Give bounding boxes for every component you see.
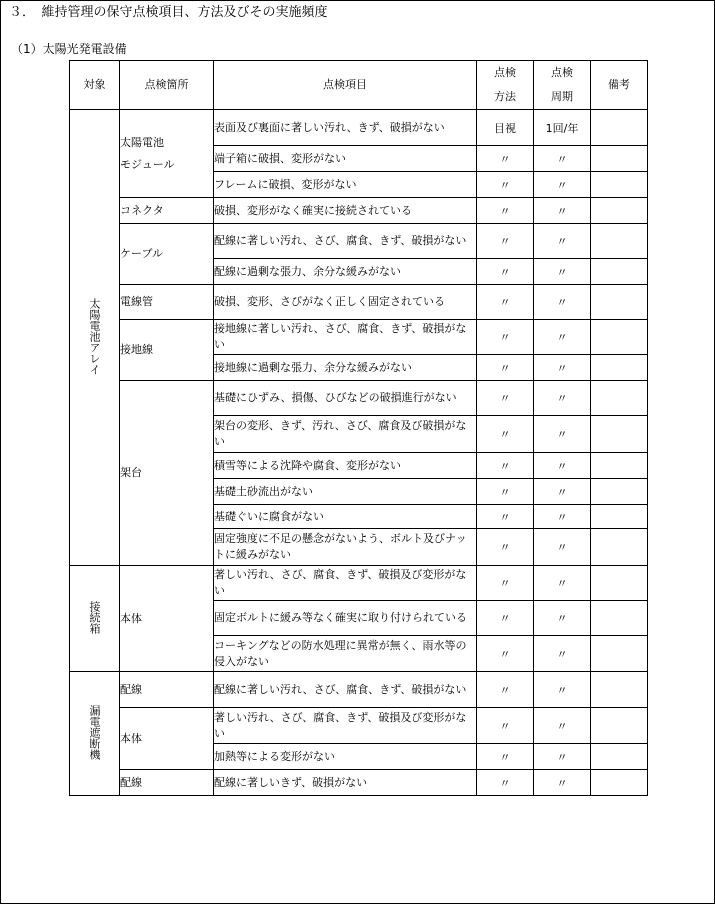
header-method-line2: 方法 [494,90,516,103]
remarks-cell [591,636,648,672]
item-cell: 固定ボルトに緩み等なく確実に取り付けられている [214,601,477,636]
method-cell: 〃 [477,601,534,636]
table-row [70,110,648,146]
cycle-cell: 〃 [534,146,591,172]
remarks-cell [591,198,648,224]
method-cell: 〃 [477,285,534,320]
cycle-cell: 〃 [534,708,591,744]
remarks-cell [591,320,648,355]
item-cell: 接地線に過剰な張力、余分な緩みがない [214,355,477,381]
item-cell: 固定強度に不足の懸念がないよう、ボルト及びナットに緩みがない [214,529,477,566]
method-cell: 〃 [477,259,534,285]
remarks-cell [591,744,648,770]
item-cell: 配線に過剰な張力、余分な緩みがない [214,259,477,285]
table-row [70,224,648,259]
remarks-cell [591,601,648,636]
method-cell: 〃 [477,708,534,744]
item-cell: 破損、変形がなく確実に接続されている [214,198,477,224]
remarks-cell [591,529,648,566]
item-cell: フレームに破損、変形がない [214,172,477,198]
inspection-table [69,60,648,796]
header-cycle [534,61,591,110]
cycle-cell: 〃 [534,381,591,416]
remarks-cell [591,110,648,146]
header-method [477,61,534,110]
method-cell: 〃 [477,146,534,172]
table-row [70,320,648,355]
cycle-cell: 〃 [534,601,591,636]
cycle-cell: 〃 [534,566,591,601]
method-cell: 〃 [477,744,534,770]
table-header-row [70,61,648,110]
header-location: 点検箇所 [120,61,214,110]
item-cell: 接地線に著しい汚れ、さび、腐食、きず、破損がない [214,320,477,355]
target-label: 太陽電池アレイ [88,297,101,375]
method-cell: 〃 [477,198,534,224]
location-lb-body: 本体 [120,708,214,770]
table-row [70,708,648,744]
section-heading: ３． 維持管理の保守点検項目、方法及びその実施頻度 [9,5,328,20]
item-cell: 積雪等による沈降や腐食、変形がない [214,453,477,479]
remarks-cell [591,566,648,601]
location-lb-wiring-2: 配線 [120,770,214,796]
location-lb-wiring: 配線 [120,672,214,708]
target-label: 接続箱 [88,600,101,634]
method-cell: 〃 [477,224,534,259]
method-cell: 〃 [477,566,534,601]
remarks-cell [591,146,648,172]
location-cable: ケーブル [120,224,214,285]
cycle-cell: 〃 [534,672,591,708]
header-method-line1: 点検 [494,66,516,79]
cycle-cell: 〃 [534,744,591,770]
item-cell: 架台の変形、きず、汚れ、さび、腐食及び破損がない [214,416,477,453]
method-cell: 〃 [477,505,534,529]
table-row [70,566,648,601]
table-row [70,198,648,224]
item-cell: 基礎土砂流出がない [214,479,477,505]
subsection-heading: （1）太陽光発電設備 [11,42,127,56]
method-cell: 〃 [477,416,534,453]
remarks-cell [591,172,648,198]
target-solar-array [70,110,120,566]
item-cell: コーキングなどの防水処理に異常が無く、雨水等の侵入がない [214,636,477,672]
cycle-cell: 〃 [534,416,591,453]
header-cycle-line2: 周期 [551,90,573,103]
cycle-cell: 〃 [534,636,591,672]
method-cell: 〃 [477,320,534,355]
item-cell: 配線に著しい汚れ、さび、腐食、きず、破損がない [214,672,477,708]
cycle-cell: 〃 [534,453,591,479]
item-cell: 加熱等による変形がない [214,744,477,770]
cycle-cell: 〃 [534,770,591,796]
remarks-cell [591,285,648,320]
remarks-cell [591,708,648,744]
header-cycle-line1: 点検 [551,66,573,79]
item-cell: 端子箱に破損、変形がない [214,146,477,172]
header-remarks: 備考 [591,61,648,110]
target-junction-box [70,566,120,672]
location-connector: コネクタ [120,198,214,224]
remarks-cell [591,479,648,505]
remarks-cell [591,416,648,453]
table-row [70,672,648,708]
method-cell: 〃 [477,453,534,479]
remarks-cell [591,224,648,259]
cycle-cell: 1回/年 [534,110,591,146]
cycle-cell: 〃 [534,198,591,224]
item-cell: 著しい汚れ、さび、腐食、きず、破損及び変形がない [214,708,477,744]
remarks-cell [591,355,648,381]
method-cell: 〃 [477,479,534,505]
remarks-cell [591,453,648,479]
method-cell: 〃 [477,672,534,708]
cycle-cell: 〃 [534,172,591,198]
location-label: モジュール [120,157,175,171]
cycle-cell: 〃 [534,529,591,566]
method-cell: 〃 [477,381,534,416]
method-cell: 〃 [477,529,534,566]
method-cell: 〃 [477,636,534,672]
item-cell: 基礎にひずみ、損傷、ひびなどの破損進行がない [214,381,477,416]
item-cell: 基礎ぐいに腐食がない [214,505,477,529]
remarks-cell [591,672,648,708]
remarks-cell [591,259,648,285]
remarks-cell [591,381,648,416]
item-cell: 著しい汚れ、さび、腐食、きず、破損及び変形がない [214,566,477,601]
location-label: 太陽電池 [120,135,164,149]
method-cell: 〃 [477,172,534,198]
location-mount: 架台 [120,381,214,566]
cycle-cell: 〃 [534,320,591,355]
item-cell: 破損、変形、さびがなく正しく固定されている [214,285,477,320]
cycle-cell: 〃 [534,285,591,320]
remarks-cell [591,770,648,796]
target-label: 漏電遮断機 [88,704,101,760]
header-item: 点検項目 [214,61,477,110]
table-row [70,285,648,320]
remarks-cell [591,505,648,529]
cycle-cell: 〃 [534,479,591,505]
location-conduit: 電線管 [120,285,214,320]
method-cell: 〃 [477,770,534,796]
cycle-cell: 〃 [534,224,591,259]
location-jb-body: 本体 [120,566,214,672]
method-cell: 目視 [477,110,534,146]
location-module [120,110,214,198]
method-cell: 〃 [477,355,534,381]
item-cell: 表面及び裏面に著しい汚れ、きず、破損がない [214,110,477,146]
target-leakage-breaker [70,672,120,796]
table-row [70,381,648,416]
location-ground-wire: 接地線 [120,320,214,381]
item-cell: 配線に著しいきず、破損がない [214,770,477,796]
item-cell: 配線に著しい汚れ、さび、腐食、きず、破損がない [214,224,477,259]
cycle-cell: 〃 [534,355,591,381]
cycle-cell: 〃 [534,505,591,529]
table-row [70,770,648,796]
cycle-cell: 〃 [534,259,591,285]
header-target: 対象 [70,61,120,110]
